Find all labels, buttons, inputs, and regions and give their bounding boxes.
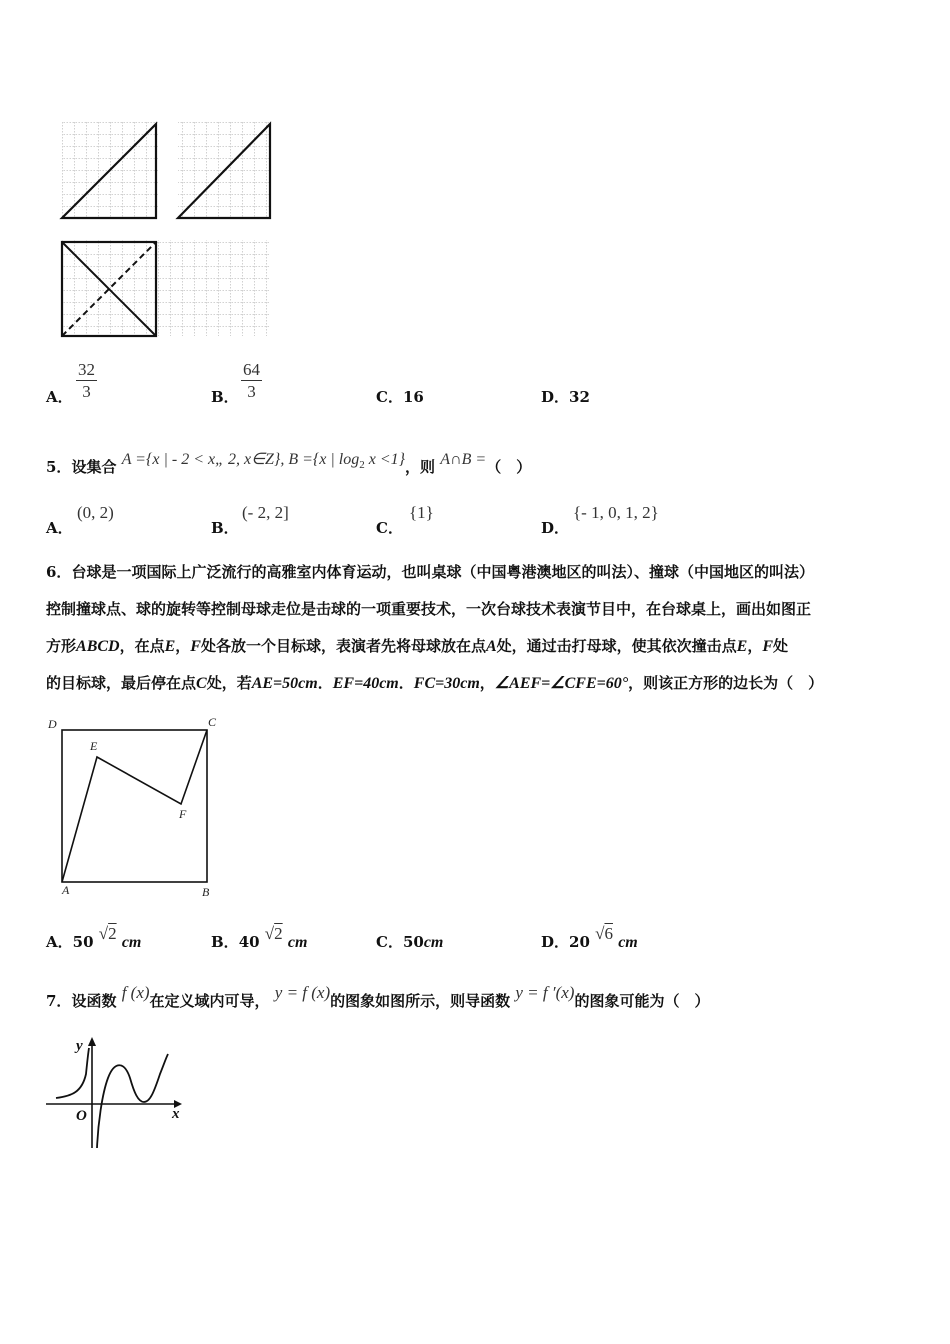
q6-ae: AE=50cm [251,675,318,692]
q6-option-d[interactable] [541,924,638,952]
q6-option-a-root: √2 [98,924,117,943]
q6-l3e: 处，通过击打母球，使其依次撞击点 [496,637,737,655]
q6-option-d-coef: 20 [569,933,590,951]
q5-stem [46,448,532,476]
q6-sep1: ． [317,674,333,692]
q6-option-c-value: 50 [402,933,424,951]
q6-option-a-unit: cm [121,934,142,951]
q4-option-b-label[interactable]: B． [211,388,239,406]
q6-pa: A [485,638,497,655]
q6-f: F [190,638,201,655]
q6-fc: FC=30cm [413,675,480,692]
q4-option-a-den: 3 [82,382,91,401]
q6-option-d-unit: cm [618,934,638,951]
ball-path [62,730,207,882]
q7-yfx: y = f (x) [274,983,331,1002]
q5-option-b-label[interactable]: B． [211,519,239,537]
q6-pe: E [736,638,748,655]
q4-option-b-den: 3 [247,382,256,401]
q7-mid1: 在定义域内可导， [149,992,270,1010]
q7-stem [46,982,710,1010]
q6-c: C [196,675,207,692]
q6-option-b-label: B． [211,933,239,951]
q4-option-b-fraction [241,360,262,403]
q6-option-d-root: √6 [595,924,613,943]
q5-option-d-value: {- 1, 0, 1, 2} [573,503,659,522]
billiard-square-figure [44,712,224,902]
q4-option-a-num: 32 [78,360,95,379]
label-d: D [48,717,57,731]
q6-abcd: ABCD [76,638,120,655]
q6-angle: ∠AEF=∠CFE=60° [494,675,629,692]
q6-ef: EF=40cm [332,675,399,692]
q4-option-d-label: D． [541,388,570,406]
q5-option-a-label[interactable]: A． [46,519,73,537]
q6-sep3: ， [479,674,495,692]
q5-set-b: {x | log [312,451,360,468]
q4-option-b-num: 64 [243,360,260,379]
q7-tail: 的图象可能为（ ） [574,992,710,1010]
label-b: B [202,885,210,899]
q6-pf: F [762,638,774,655]
q5-log-base: 2 [359,459,365,471]
q6-l4a: 的目标球，最后停在点 [46,674,197,692]
q6-line-1 [46,554,906,591]
q7-yfpx: y = f ′(x) [515,983,575,1002]
q6-line-2: 控制撞球点、球的旋转等控制母球走位是击球的一项重要技术，一次台球技术表演节目中，在台球桌上，画出如图正 [46,600,812,618]
q6-line-3 [46,628,906,665]
q5-paren: （ ） [486,458,532,476]
q5-set-a: A ={x | - 2 < x„ 2, x∈Z}, B = [121,451,313,468]
q6-option-a-coef: 50 [72,933,94,951]
q5-expression: A∩B = [440,451,487,468]
q6-e: E [164,638,176,655]
q6-number: 6． [46,563,72,581]
label-a: A [62,883,70,897]
q4-option-c-label: C． [376,388,403,406]
q6-option-b-coef: 40 [238,933,260,951]
q5-option-d-label[interactable]: D． [541,519,570,537]
q6-option-a-radicand: 2 [108,924,117,943]
curve-left-branch [56,1048,89,1098]
q4-option-d-value: 32 [569,388,590,406]
q6-option-a[interactable] [46,924,142,952]
label-f: F [179,807,187,821]
label-c: C [208,715,217,729]
x-axis-label: x [172,1106,180,1122]
q6-option-b[interactable] [211,924,308,952]
q6-option-c[interactable] [376,931,443,952]
q4-option-a-fraction [76,360,97,403]
q6-l4b: 处，若 [206,674,252,692]
curve-right-branch [97,1054,168,1148]
function-graph [42,1034,192,1154]
q6-stem [46,554,906,702]
q5-then: ，则 [405,458,436,476]
q7-number: 7． [46,992,72,1010]
q4-option-c-value: 16 [402,388,424,406]
q4-option-a-label[interactable]: A． [46,388,73,406]
q7-lead: 设函数 [71,992,117,1010]
q6-l3b: ，在点 [119,637,165,655]
q7-fx: f (x) [121,983,150,1002]
q5-option-c-value: {1} [409,503,434,522]
q5-set-b-tail: x <1} [364,451,406,468]
q6-sep2: ． [398,674,414,692]
q6-l4tail: ，则该正方形的边长为（ ） [628,674,824,692]
q6-option-d-radicand: 6 [604,924,613,943]
q5-option-a-value: (0, 2) [77,503,114,522]
q6-option-c-unit: cm [423,934,444,951]
q5-number: 5． [46,458,72,476]
y-axis-arrow [88,1037,96,1046]
q6-l3c: ， [175,637,191,655]
q6-l3d: 处各放一个目标球，表演者先将母球放在点 [200,637,486,655]
y-axis-label: y [76,1038,83,1054]
q6-option-b-unit: cm [287,934,308,951]
q4-option-c[interactable] [376,386,424,407]
q6-option-d-label: D． [541,933,570,951]
q4-option-d[interactable] [541,386,590,407]
q6-option-a-label: A． [46,933,73,951]
q6-l3f: ， [747,637,763,655]
q6-option-b-root: √2 [264,924,283,943]
q6-line-1-text: 台球是一项国际上广泛流行的高雅室内体育运动，也叫桌球（中国粤港澳地区的叫法）、撞球（中国地区的叫法） [71,563,814,581]
grid-top [62,240,270,336]
q5-lead: 设集合 [71,458,117,476]
q6-l3g: 处 [773,637,789,655]
q6-option-c-label: C． [376,933,403,951]
q6-l3a: 方形 [46,637,77,655]
q5-option-c-label[interactable]: C． [376,519,403,537]
label-e: E [90,739,98,753]
q5-option-b-value: (- 2, 2] [242,503,289,522]
q7-mid2: 的图象如图所示，则导函数 [330,992,511,1010]
origin-label: O [76,1108,87,1124]
q6-option-b-radicand: 2 [274,924,283,943]
three-view-figure [58,118,274,340]
q6-line-4 [46,665,906,702]
